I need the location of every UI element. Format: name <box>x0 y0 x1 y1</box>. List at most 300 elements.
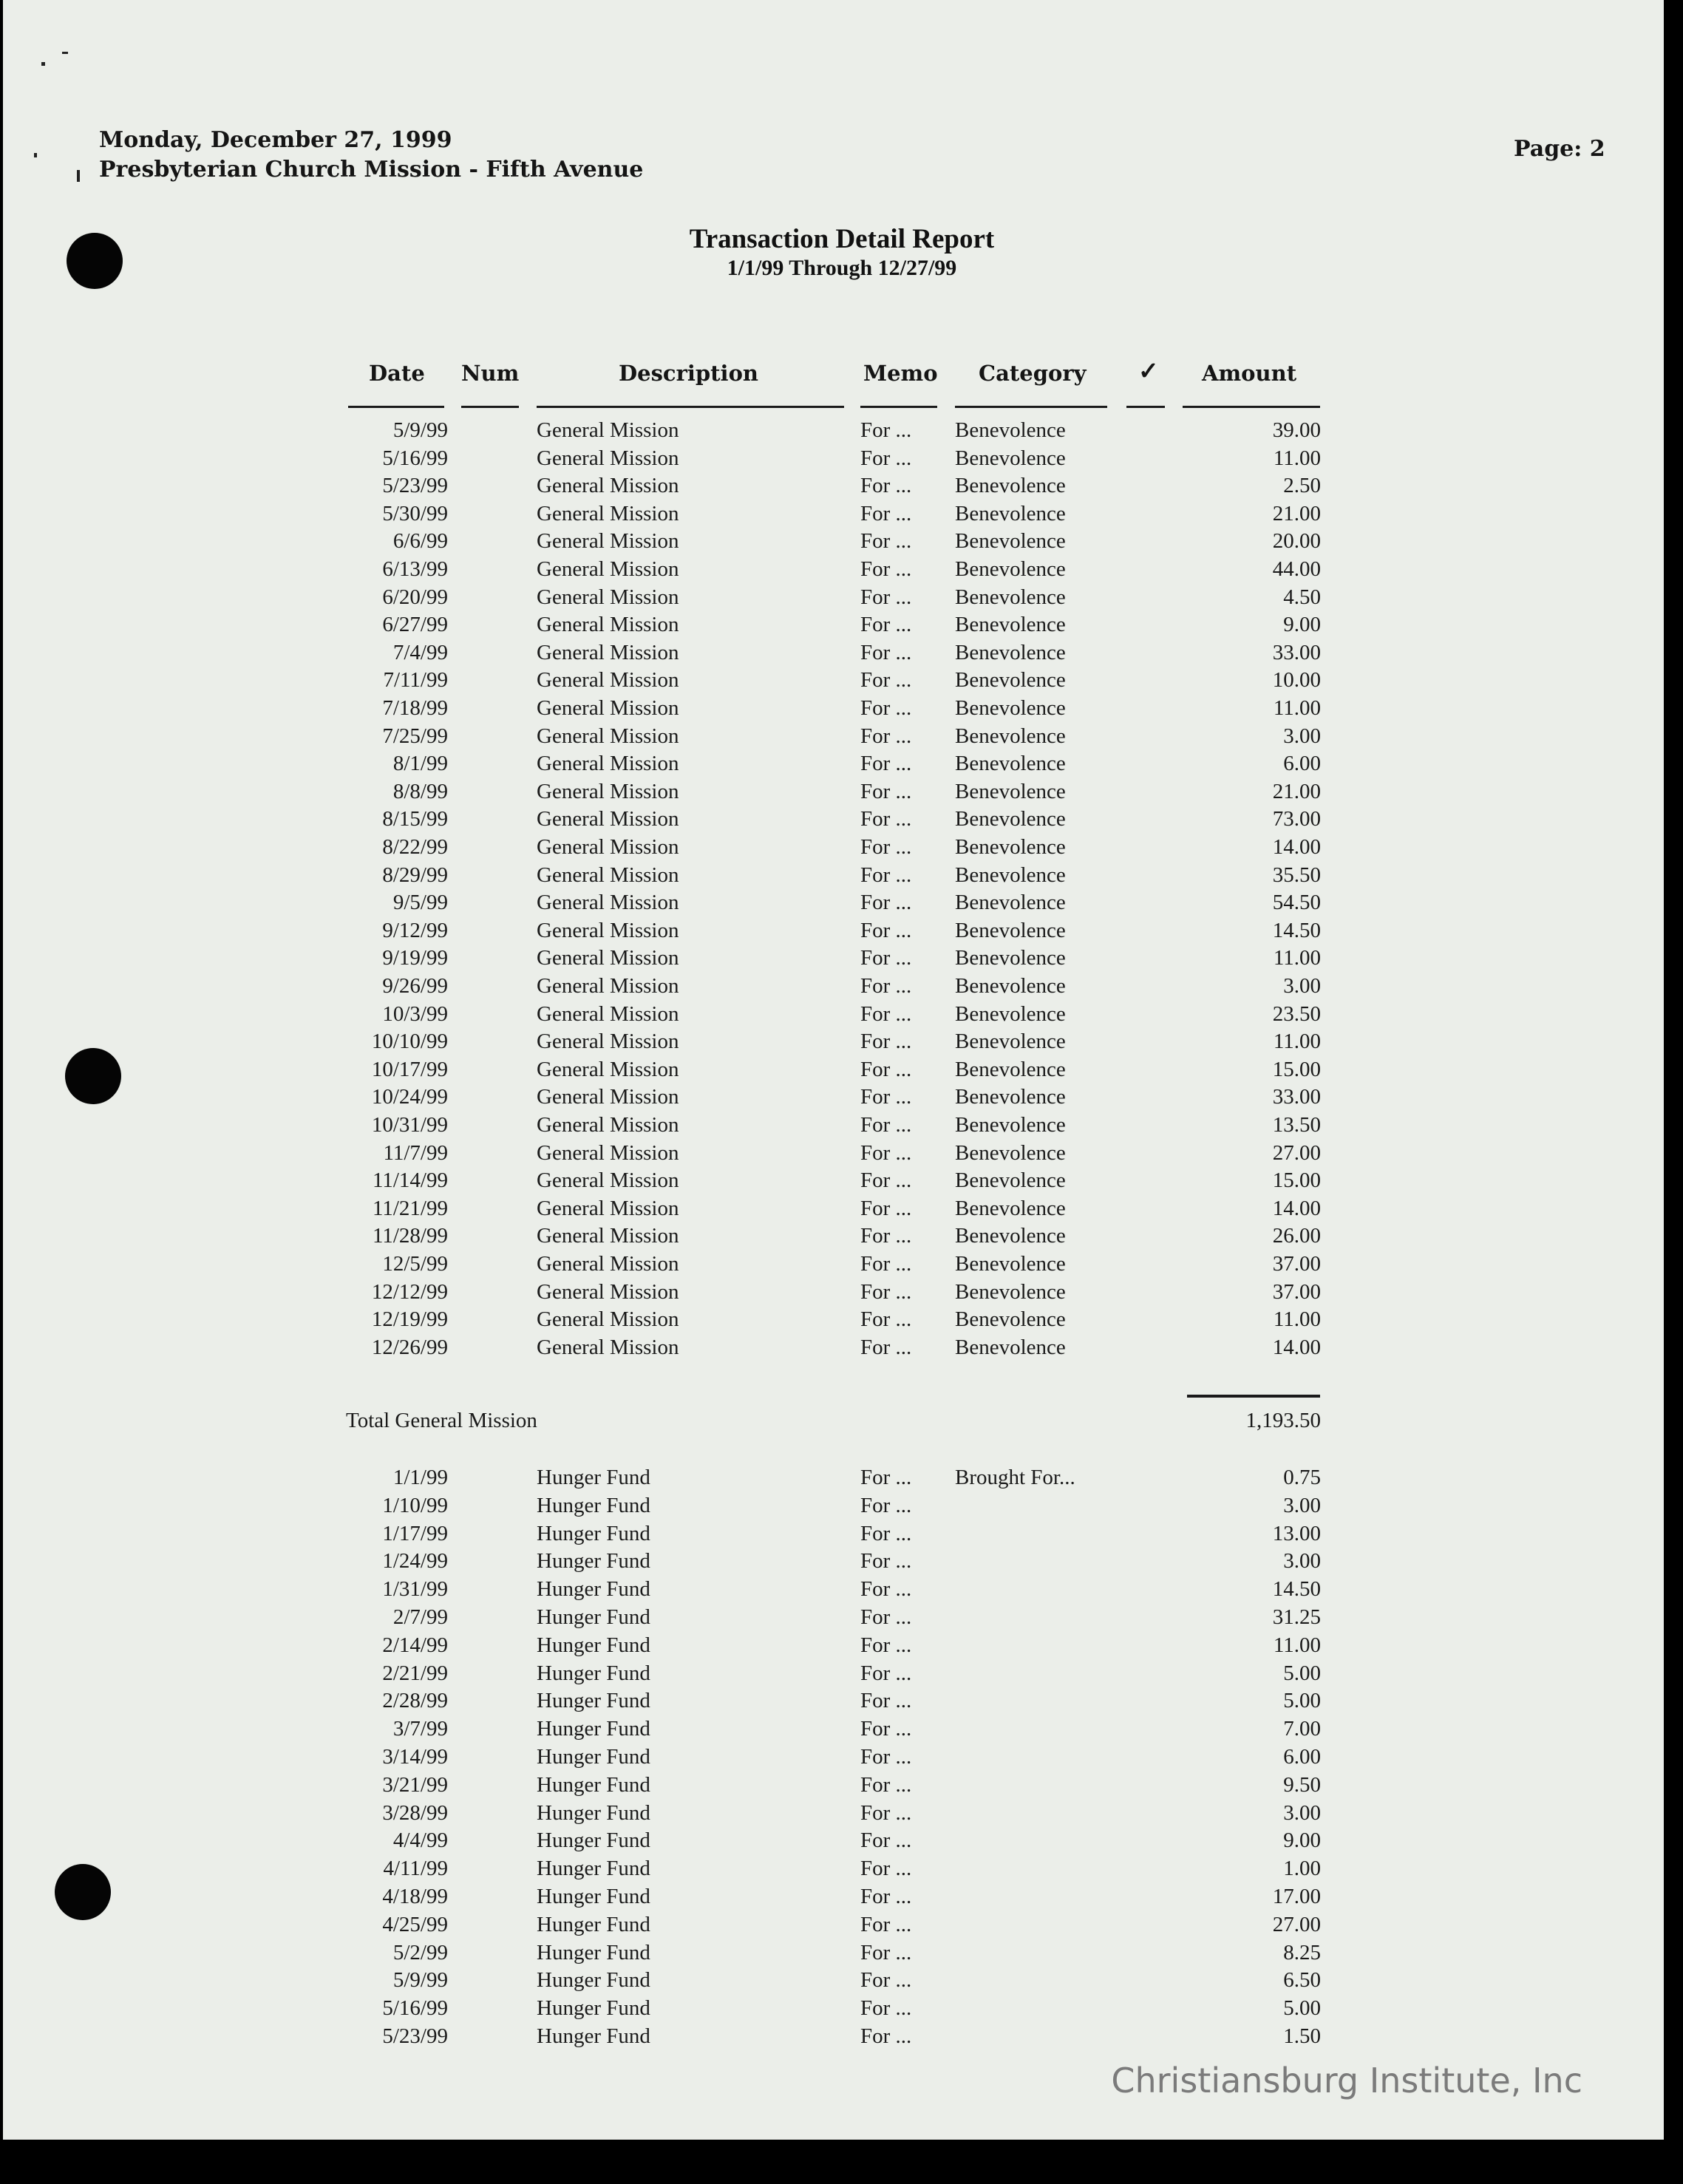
description-cell: General Mission <box>537 1113 679 1137</box>
table-row <box>3 1252 1664 1280</box>
table-row <box>3 1494 1664 1522</box>
amount-cell: 15.00 <box>1272 1168 1321 1193</box>
amount-cell: 11.00 <box>1273 446 1321 470</box>
category-cell: Benevolence <box>955 1001 1066 1026</box>
description-cell: Hunger Fund <box>537 1885 650 1908</box>
table-row <box>3 1577 1664 1605</box>
description-cell: General Mission <box>537 585 679 609</box>
total-label: Total General Mission <box>346 1409 537 1432</box>
amount-cell: 17.00 <box>1272 1885 1321 1908</box>
description-cell: Hunger Fund <box>537 1857 650 1881</box>
description-cell: General Mission <box>537 946 679 970</box>
column-header-memo: Memo <box>863 361 938 386</box>
amount-cell: 35.50 <box>1272 863 1321 887</box>
memo-cell: For ... <box>860 1113 912 1137</box>
amount-cell: 9.00 <box>1283 613 1321 637</box>
stray-mark <box>62 52 68 54</box>
category-cell: Benevolence <box>955 446 1066 470</box>
date-cell: 3/14/99 <box>382 1745 448 1769</box>
report-page <box>3 0 1664 2140</box>
memo-cell: For ... <box>860 835 912 859</box>
amount-cell: 37.00 <box>1272 1279 1321 1304</box>
amount-cell: 37.00 <box>1272 1252 1321 1276</box>
memo-cell: For ... <box>860 1307 912 1332</box>
description-cell: General Mission <box>537 1335 679 1359</box>
description-cell: General Mission <box>537 863 679 887</box>
category-cell: Benevolence <box>955 1335 1066 1359</box>
memo-cell: For ... <box>860 1493 912 1517</box>
memo-cell: For ... <box>860 1912 912 1936</box>
amount-cell: 6.00 <box>1283 752 1321 776</box>
category-cell: Benevolence <box>955 1057 1066 1081</box>
memo-cell: For ... <box>860 557 912 581</box>
table-row <box>3 807 1664 835</box>
memo-cell: For ... <box>860 1577 912 1602</box>
table-row <box>3 1828 1664 1857</box>
memo-cell: For ... <box>860 446 912 470</box>
memo-cell: For ... <box>860 918 912 942</box>
date-cell: 1/10/99 <box>382 1493 448 1517</box>
date-cell: 9/26/99 <box>382 974 448 998</box>
description-cell: Hunger Fund <box>537 1772 650 1797</box>
category-cell: Benevolence <box>955 1252 1066 1276</box>
amount-cell: 8.25 <box>1283 1940 1321 1964</box>
description-cell: Hunger Fund <box>537 1968 650 1993</box>
date-cell: 10/24/99 <box>371 1085 448 1109</box>
table-row <box>3 1030 1664 1058</box>
header-rule-description <box>537 406 844 408</box>
description-cell: General Mission <box>537 613 679 637</box>
date-cell: 5/23/99 <box>382 2024 448 2048</box>
date-cell: 6/6/99 <box>392 529 448 554</box>
category-cell: Benevolence <box>955 1030 1066 1054</box>
table-row <box>3 1605 1664 1633</box>
table-row <box>3 1224 1664 1252</box>
table-row <box>3 1885 1664 1913</box>
amount-cell: 14.50 <box>1272 1577 1321 1602</box>
description-cell: General Mission <box>537 752 679 776</box>
description-cell: General Mission <box>537 1224 679 1248</box>
description-cell: Hunger Fund <box>537 1605 650 1629</box>
date-cell: 11/21/99 <box>372 1196 448 1220</box>
memo-cell: For ... <box>860 1633 912 1657</box>
amount-cell: 6.50 <box>1283 1968 1321 1993</box>
header-rule-check <box>1126 406 1165 408</box>
memo-cell: For ... <box>860 863 912 887</box>
date-cell: 5/23/99 <box>382 474 448 498</box>
amount-cell: 9.50 <box>1283 1772 1321 1797</box>
amount-cell: 14.50 <box>1272 918 1321 942</box>
description-cell: Hunger Fund <box>537 1549 650 1574</box>
amount-cell: 13.50 <box>1272 1113 1321 1137</box>
date-cell: 5/2/99 <box>392 1940 448 1964</box>
date-cell: 10/10/99 <box>371 1030 448 1054</box>
category-cell: Benevolence <box>955 640 1066 664</box>
table-row <box>3 974 1664 1002</box>
description-cell: General Mission <box>537 918 679 942</box>
amount-cell: 20.00 <box>1272 529 1321 554</box>
date-cell: 2/21/99 <box>382 1661 448 1685</box>
memo-cell: For ... <box>860 1252 912 1276</box>
table-row <box>3 613 1664 641</box>
amount-cell: 54.50 <box>1272 891 1321 915</box>
description-cell: General Mission <box>537 891 679 915</box>
description-cell: General Mission <box>537 1279 679 1304</box>
table-row <box>3 1522 1664 1550</box>
amount-cell: 5.00 <box>1283 1689 1321 1713</box>
table-row <box>3 835 1664 863</box>
date-cell: 1/1/99 <box>392 1466 448 1489</box>
amount-cell: 14.00 <box>1272 1196 1321 1220</box>
memo-cell: For ... <box>860 779 912 803</box>
date-cell: 3/21/99 <box>382 1772 448 1797</box>
amount-cell: 1.00 <box>1283 1857 1321 1881</box>
date-cell: 6/27/99 <box>382 613 448 637</box>
date-cell: 9/19/99 <box>382 946 448 970</box>
amount-cell: 5.00 <box>1283 1996 1321 2021</box>
table-row <box>3 446 1664 474</box>
amount-cell: 9.00 <box>1283 1828 1321 1853</box>
header-rule-category <box>955 406 1107 408</box>
memo-cell: For ... <box>860 1279 912 1304</box>
description-cell: General Mission <box>537 835 679 859</box>
memo-cell: For ... <box>860 1885 912 1908</box>
category-cell: Benevolence <box>955 613 1066 637</box>
memo-cell: For ... <box>860 1549 912 1574</box>
category-cell: Benevolence <box>955 1224 1066 1248</box>
column-header-description: Description <box>619 361 758 386</box>
table-row <box>3 1002 1664 1030</box>
description-cell: Hunger Fund <box>537 1689 650 1713</box>
amount-cell: 39.00 <box>1272 418 1321 442</box>
table-row <box>3 1913 1664 1941</box>
description-cell: General Mission <box>537 1196 679 1220</box>
category-cell: Benevolence <box>955 501 1066 525</box>
date-cell: 2/14/99 <box>382 1633 448 1657</box>
amount-cell: 27.00 <box>1272 1912 1321 1936</box>
table-row <box>3 780 1664 808</box>
date-cell: 12/26/99 <box>371 1335 448 1359</box>
amount-cell: 11.00 <box>1273 1307 1321 1332</box>
description-cell: General Mission <box>537 1140 679 1165</box>
amount-cell: 3.00 <box>1283 724 1321 748</box>
amount-cell: 26.00 <box>1272 1224 1321 1248</box>
category-cell: Benevolence <box>955 474 1066 498</box>
category-cell: Benevolence <box>955 1085 1066 1109</box>
column-header-amount: Amount <box>1202 361 1297 386</box>
category-cell: Benevolence <box>955 585 1066 609</box>
header-rule-date <box>348 406 444 408</box>
date-cell: 1/24/99 <box>382 1549 448 1574</box>
table-row <box>3 1307 1664 1336</box>
category-cell: Benevolence <box>955 863 1066 887</box>
memo-cell: For ... <box>860 1001 912 1026</box>
report-subtitle: 1/1/99 Through 12/27/99 <box>727 256 957 280</box>
memo-cell: For ... <box>860 1085 912 1109</box>
category-cell: Benevolence <box>955 752 1066 776</box>
date-cell: 9/12/99 <box>382 918 448 942</box>
category-cell: Benevolence <box>955 1140 1066 1165</box>
category-cell: Benevolence <box>955 1307 1066 1332</box>
table-row <box>3 529 1664 557</box>
description-cell: General Mission <box>537 418 679 442</box>
date-cell: 7/4/99 <box>392 640 448 664</box>
category-cell: Benevolence <box>955 1168 1066 1193</box>
category-cell: Benevolence <box>955 779 1066 803</box>
description-cell: General Mission <box>537 501 679 525</box>
date-cell: 8/1/99 <box>392 752 448 776</box>
memo-cell: For ... <box>860 585 912 609</box>
category-cell: Benevolence <box>955 668 1066 693</box>
date-cell: 11/28/99 <box>372 1224 448 1248</box>
amount-cell: 44.00 <box>1272 557 1321 581</box>
date-cell: 5/16/99 <box>382 446 448 470</box>
memo-cell: For ... <box>860 1605 912 1629</box>
date-cell: 8/8/99 <box>392 779 448 803</box>
date-cell: 4/4/99 <box>392 1828 448 1853</box>
description-cell: General Mission <box>537 724 679 748</box>
table-row <box>3 2024 1664 2052</box>
memo-cell: For ... <box>860 1828 912 1853</box>
stray-mark <box>34 153 37 157</box>
column-header-category: Category <box>979 361 1087 386</box>
date-cell: 2/7/99 <box>392 1605 448 1629</box>
memo-cell: For ... <box>860 1661 912 1685</box>
description-cell: General Mission <box>537 696 679 720</box>
memo-cell: For ... <box>860 474 912 498</box>
memo-cell: For ... <box>860 529 912 554</box>
date-cell: 5/16/99 <box>382 1996 448 2021</box>
amount-cell: 13.00 <box>1272 1521 1321 1545</box>
description-cell: Hunger Fund <box>537 1912 650 1936</box>
amount-cell: 14.00 <box>1272 835 1321 859</box>
description-cell: Hunger Fund <box>537 1633 650 1657</box>
table-row <box>3 1466 1664 1494</box>
date-cell: 10/31/99 <box>371 1113 448 1137</box>
description-cell: General Mission <box>537 529 679 554</box>
date-cell: 12/12/99 <box>371 1279 448 1304</box>
description-cell: General Mission <box>537 1168 679 1193</box>
description-cell: Hunger Fund <box>537 1466 650 1489</box>
table-row <box>3 1661 1664 1690</box>
amount-cell: 3.00 <box>1283 1549 1321 1574</box>
category-cell: Benevolence <box>955 1279 1066 1304</box>
memo-cell: For ... <box>860 752 912 776</box>
amount-cell: 21.00 <box>1272 779 1321 803</box>
table-row <box>3 946 1664 974</box>
description-cell: Hunger Fund <box>537 1521 650 1545</box>
date-cell: 5/9/99 <box>392 1968 448 1993</box>
amount-cell: 10.00 <box>1272 668 1321 693</box>
description-cell: General Mission <box>537 1057 679 1081</box>
description-cell: General Mission <box>537 807 679 831</box>
date-cell: 11/7/99 <box>383 1140 448 1165</box>
description-cell: General Mission <box>537 1252 679 1276</box>
description-cell: Hunger Fund <box>537 1717 650 1741</box>
memo-cell: For ... <box>860 974 912 998</box>
date-cell: 2/28/99 <box>382 1689 448 1713</box>
category-cell: Benevolence <box>955 974 1066 998</box>
category-cell: Benevolence <box>955 1113 1066 1137</box>
category-cell: Benevolence <box>955 918 1066 942</box>
description-cell: Hunger Fund <box>537 1940 650 1964</box>
amount-cell: 11.00 <box>1273 946 1321 970</box>
amount-cell: 14.00 <box>1272 1335 1321 1359</box>
amount-cell: 11.00 <box>1273 696 1321 720</box>
amount-cell: 73.00 <box>1272 807 1321 831</box>
category-cell: Benevolence <box>955 724 1066 748</box>
table-row <box>3 1280 1664 1308</box>
column-header-check: ✓ <box>1138 356 1159 385</box>
table-row <box>3 557 1664 585</box>
column-header-date: Date <box>369 361 425 386</box>
amount-cell: 23.50 <box>1272 1001 1321 1026</box>
date-cell: 7/25/99 <box>382 724 448 748</box>
memo-cell: For ... <box>860 668 912 693</box>
memo-cell: For ... <box>860 1996 912 2021</box>
memo-cell: For ... <box>860 1800 912 1825</box>
category-cell: Benevolence <box>955 891 1066 915</box>
date-cell: 4/11/99 <box>383 1857 448 1881</box>
table-row <box>3 1197 1664 1225</box>
category-cell: Benevolence <box>955 557 1066 581</box>
stray-mark <box>41 62 45 66</box>
description-cell: General Mission <box>537 640 679 664</box>
date-cell: 9/5/99 <box>392 891 448 915</box>
table-row <box>3 641 1664 669</box>
amount-cell: 31.25 <box>1272 1605 1321 1629</box>
table-row <box>3 1801 1664 1829</box>
date-cell: 1/31/99 <box>382 1577 448 1602</box>
table-row <box>3 1113 1664 1141</box>
date-cell: 12/5/99 <box>382 1252 448 1276</box>
organization-line: Presbyterian Church Mission - Fifth Avenue <box>99 157 644 183</box>
table-row <box>3 474 1664 502</box>
category-cell: Benevolence <box>955 529 1066 554</box>
category-cell: Benevolence <box>955 835 1066 859</box>
date-cell: 3/7/99 <box>392 1717 448 1741</box>
total-rule <box>1187 1395 1320 1398</box>
amount-cell: 15.00 <box>1272 1057 1321 1081</box>
header-rule-memo <box>860 406 937 408</box>
description-cell: General Mission <box>537 1085 679 1109</box>
description-cell: General Mission <box>537 668 679 693</box>
memo-cell: For ... <box>860 1168 912 1193</box>
table-row <box>3 1549 1664 1577</box>
amount-cell: 21.00 <box>1272 501 1321 525</box>
table-row <box>3 668 1664 696</box>
category-cell: Brought For... <box>955 1466 1075 1489</box>
memo-cell: For ... <box>860 1717 912 1741</box>
table-row <box>3 1941 1664 1969</box>
table-row <box>3 1996 1664 2024</box>
table-row <box>3 752 1664 780</box>
table-row <box>3 1773 1664 1801</box>
memo-cell: For ... <box>860 1196 912 1220</box>
report-date-line: Monday, December 27, 1999 <box>99 127 452 153</box>
header-rule-num <box>461 406 519 408</box>
memo-cell: For ... <box>860 1968 912 1993</box>
memo-cell: For ... <box>860 807 912 831</box>
table-row <box>3 1745 1664 1773</box>
table-row <box>3 696 1664 724</box>
description-cell: General Mission <box>537 974 679 998</box>
description-cell: Hunger Fund <box>537 1996 650 2021</box>
category-cell: Benevolence <box>955 696 1066 720</box>
date-cell: 8/29/99 <box>382 863 448 887</box>
amount-cell: 3.00 <box>1283 1800 1321 1825</box>
amount-cell: 3.00 <box>1283 974 1321 998</box>
description-cell: General Mission <box>537 1030 679 1054</box>
description-cell: Hunger Fund <box>537 1800 650 1825</box>
date-cell: 6/13/99 <box>382 557 448 581</box>
date-cell: 6/20/99 <box>382 585 448 609</box>
memo-cell: For ... <box>860 724 912 748</box>
category-cell: Benevolence <box>955 946 1066 970</box>
table-row <box>3 724 1664 752</box>
amount-cell: 6.00 <box>1283 1745 1321 1769</box>
date-cell: 1/17/99 <box>382 1521 448 1545</box>
table-row <box>3 1857 1664 1885</box>
description-cell: Hunger Fund <box>537 1493 650 1517</box>
amount-cell: 3.00 <box>1283 1493 1321 1517</box>
table-row <box>3 1717 1664 1745</box>
table-row <box>3 585 1664 613</box>
stray-mark <box>77 170 80 182</box>
memo-cell: For ... <box>860 1030 912 1054</box>
table-row <box>3 891 1664 919</box>
date-cell: 8/15/99 <box>382 807 448 831</box>
table-row <box>3 1141 1664 1169</box>
amount-cell: 7.00 <box>1283 1717 1321 1741</box>
memo-cell: For ... <box>860 2024 912 2048</box>
amount-cell: 33.00 <box>1272 1085 1321 1109</box>
memo-cell: For ... <box>860 1335 912 1359</box>
date-cell: 12/19/99 <box>371 1307 448 1332</box>
amount-cell: 33.00 <box>1272 640 1321 664</box>
category-cell: Benevolence <box>955 1196 1066 1220</box>
amount-cell: 11.00 <box>1273 1633 1321 1657</box>
amount-cell: 2.50 <box>1283 474 1321 498</box>
description-cell: Hunger Fund <box>537 2024 650 2048</box>
memo-cell: For ... <box>860 640 912 664</box>
date-cell: 10/17/99 <box>371 1057 448 1081</box>
memo-cell: For ... <box>860 1466 912 1489</box>
amount-cell: 4.50 <box>1283 585 1321 609</box>
description-cell: General Mission <box>537 474 679 498</box>
memo-cell: For ... <box>860 1140 912 1165</box>
memo-cell: For ... <box>860 1224 912 1248</box>
date-cell: 8/22/99 <box>382 835 448 859</box>
date-cell: 11/14/99 <box>372 1168 448 1193</box>
description-cell: General Mission <box>537 1307 679 1332</box>
memo-cell: For ... <box>860 1521 912 1545</box>
description-cell: Hunger Fund <box>537 1745 650 1769</box>
amount-cell: 27.00 <box>1272 1140 1321 1165</box>
amount-cell: 11.00 <box>1273 1030 1321 1054</box>
table-row <box>3 919 1664 947</box>
amount-cell: 0.75 <box>1283 1466 1321 1489</box>
table-row <box>3 502 1664 530</box>
date-cell: 5/30/99 <box>382 501 448 525</box>
header-rule-amount <box>1183 406 1320 408</box>
memo-cell: For ... <box>860 1745 912 1769</box>
memo-cell: For ... <box>860 613 912 637</box>
report-title: Transaction Detail Report <box>689 224 995 254</box>
column-header-num: Num <box>461 361 520 386</box>
description-cell: Hunger Fund <box>537 1828 650 1853</box>
date-cell: 7/11/99 <box>383 668 448 693</box>
